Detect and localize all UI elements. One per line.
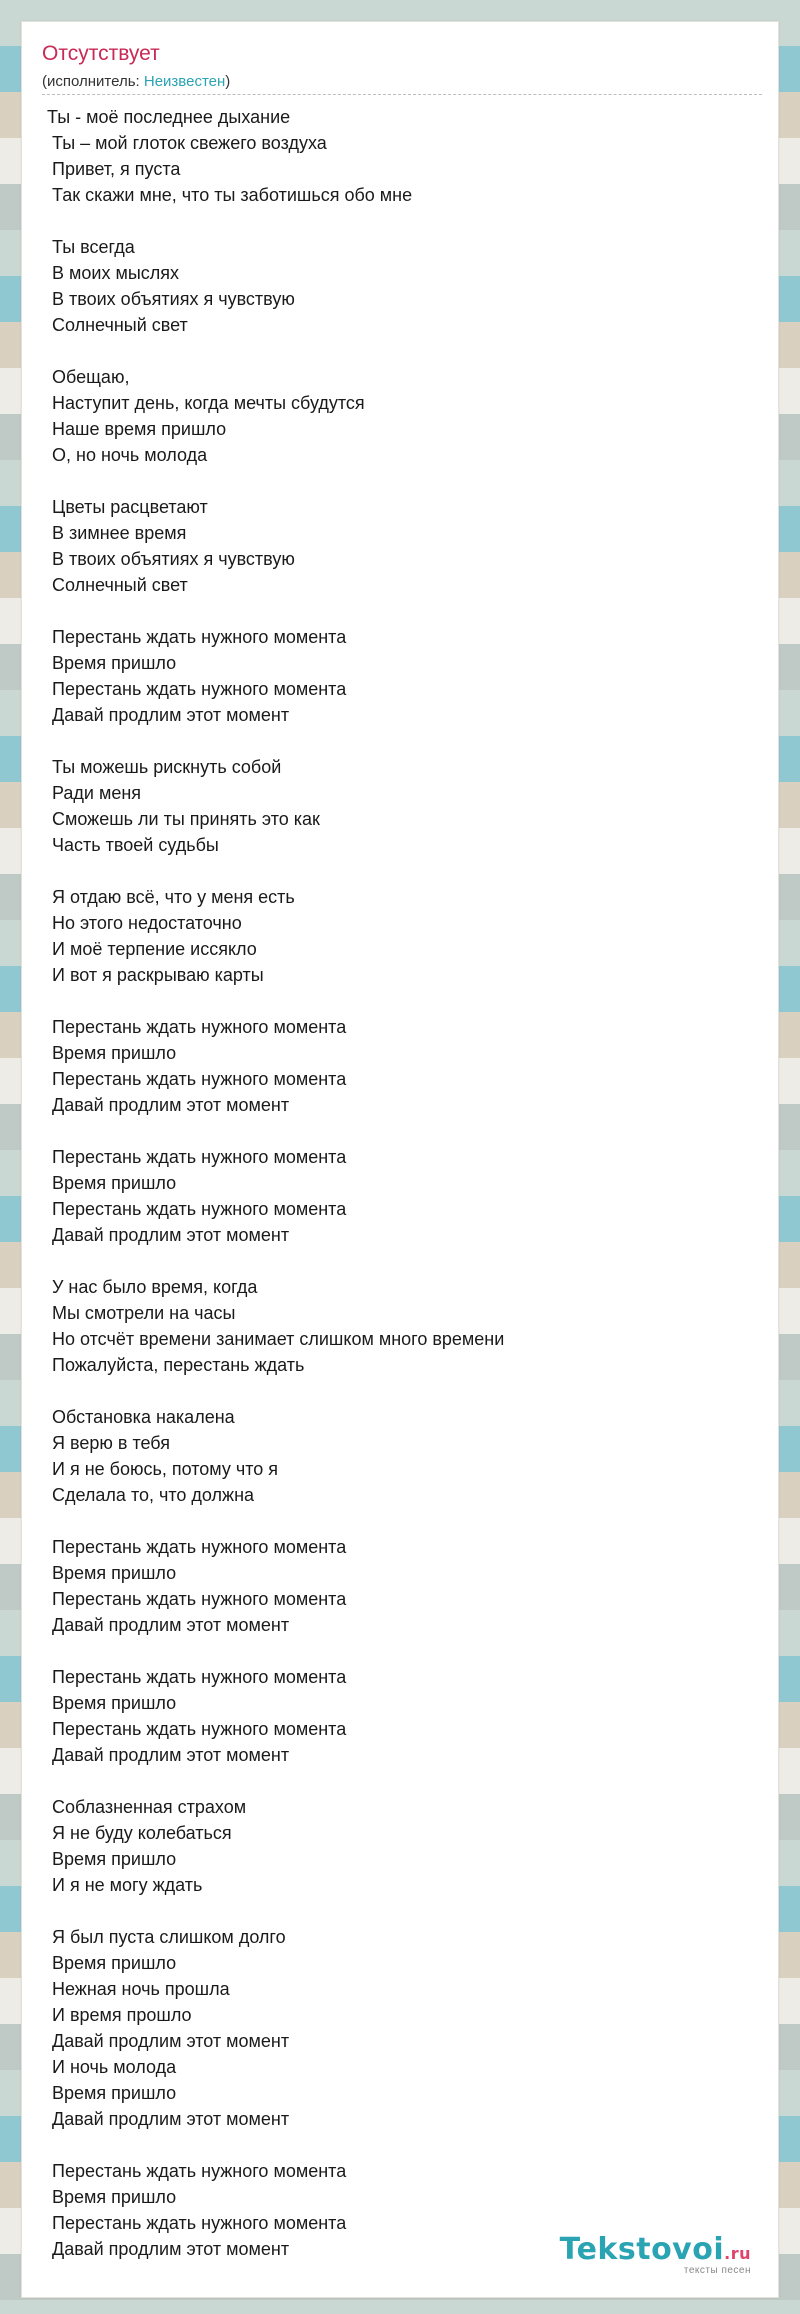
stanza-gap: [47, 988, 504, 1014]
lyric-line: Перестань ждать нужного момента: [47, 627, 347, 647]
lyric-line: Перестань ждать нужного момента: [47, 2213, 347, 2233]
lyric-line: В зимнее время: [47, 523, 187, 543]
artist-suffix: ): [225, 73, 231, 90]
lyric-line: Нежная ночь прошла: [47, 1979, 230, 1999]
lyric-line: Перестань ждать нужного момента: [47, 1537, 347, 1557]
lyric-line: Перестань ждать нужного момента: [47, 1667, 347, 1687]
artist-line: [42, 73, 230, 90]
lyric-line: Время пришло: [47, 1693, 177, 1713]
lyric-line: В моих мыслях: [47, 263, 180, 283]
site-logo[interactable]: [560, 2232, 751, 2276]
lyric-line: У нас было время, когда: [47, 1277, 258, 1297]
lyric-line: И моё терпение иссякло: [47, 939, 257, 959]
lyric-line: Сможешь ли ты принять это как: [47, 809, 320, 829]
lyric-line: Ты - моё последнее дыхание: [47, 107, 291, 127]
lyrics-card: [21, 21, 779, 2298]
lyric-line: Пожалуйста, перестань ждать: [47, 1355, 305, 1375]
lyric-line: Часть твоей судьбы: [47, 835, 219, 855]
lyric-line: Перестань ждать нужного момента: [47, 2161, 347, 2181]
artist-prefix: (исполнитель:: [42, 73, 144, 90]
lyric-line: Давай продлим этот момент: [47, 2109, 290, 2129]
stanza-gap: [47, 208, 504, 234]
lyric-line: Обстановка накалена: [47, 1407, 235, 1427]
lyric-line: Ради меня: [47, 783, 142, 803]
lyric-line: Давай продлим этот момент: [47, 1745, 290, 1765]
lyric-line: Ты всегда: [47, 237, 135, 257]
lyric-line: Солнечный свет: [47, 315, 188, 335]
lyric-line: В твоих объятиях я чувствую: [47, 289, 295, 309]
lyric-line: Перестань ждать нужного момента: [47, 1589, 347, 1609]
stanza-gap: [47, 2132, 504, 2158]
lyric-line: Привет, я пуста: [47, 159, 181, 179]
lyric-line: Время пришло: [47, 1173, 177, 1193]
lyric-line: Сделала то, что должна: [47, 1485, 255, 1505]
lyric-line: Так скажи мне, что ты заботишься обо мне: [47, 185, 413, 205]
stanza-gap: [47, 1898, 504, 1924]
lyric-line: Время пришло: [47, 1043, 177, 1063]
stanza-gap: [47, 1638, 504, 1664]
lyric-line: Наступит день, когда мечты сбудутся: [47, 393, 365, 413]
stanza-gap: [47, 858, 504, 884]
lyric-line: Но отсчёт времени занимает слишком много времени: [47, 1329, 505, 1349]
lyric-line: Давай продлим этот момент: [47, 2031, 290, 2051]
lyric-line: Время пришло: [47, 1563, 177, 1583]
lyric-line: Давай продлим этот момент: [47, 2239, 290, 2259]
lyric-line: И время прошло: [47, 2005, 192, 2025]
lyric-line: Я не буду колебаться: [47, 1823, 232, 1843]
stanza-gap: [47, 1378, 504, 1404]
lyric-line: Ты можешь рискнуть собой: [47, 757, 282, 777]
lyric-line: Перестань ждать нужного момента: [47, 1069, 347, 1089]
lyric-line: Солнечный свет: [47, 575, 188, 595]
lyric-line: Перестань ждать нужного момента: [47, 1147, 347, 1167]
lyric-line: Давай продлим этот момент: [47, 1095, 290, 1115]
lyric-line: Я был пуста слишком долго: [47, 1927, 286, 1947]
lyric-line: Но этого недостаточно: [47, 913, 242, 933]
lyric-line: Я верю в тебя: [47, 1433, 170, 1453]
stanza-gap: [47, 468, 504, 494]
artist-link[interactable]: Неизвестен: [143, 73, 226, 90]
stanza-gap: [47, 728, 504, 754]
lyric-line: Перестань ждать нужного момента: [47, 1199, 347, 1219]
logo-tld: .ru: [724, 2244, 751, 2263]
lyric-line: Время пришло: [47, 1953, 177, 1973]
title-divider: [42, 94, 762, 95]
stanza-gap: [47, 598, 504, 624]
lyric-line: Давай продлим этот момент: [47, 1615, 290, 1635]
lyric-line: Обещаю,: [47, 367, 130, 387]
lyric-line: О, но ночь молода: [47, 445, 208, 465]
stanza-gap: [47, 1248, 504, 1274]
stanza-gap: [47, 1508, 504, 1534]
lyric-line: Наше время пришло: [47, 419, 227, 439]
lyric-line: Время пришло: [47, 1849, 177, 1869]
lyric-line: Время пришло: [47, 2083, 177, 2103]
lyric-line: Время пришло: [47, 653, 177, 673]
lyric-line: И ночь молода: [47, 2057, 177, 2077]
stanza-gap: [47, 1118, 504, 1144]
lyric-line: Цветы расцветают: [47, 497, 208, 517]
logo-tagline: тексты песен: [683, 2265, 751, 2276]
lyric-line: В твоих объятиях я чувствую: [47, 549, 295, 569]
lyric-line: Время пришло: [47, 2187, 177, 2207]
lyric-line: И я не могу ждать: [47, 1875, 203, 1895]
lyric-line: Перестань ждать нужного момента: [47, 1719, 347, 1739]
song-title: Отсутствует: [42, 42, 160, 65]
logo-name: Tekstovoi: [559, 2232, 725, 2267]
lyric-line: Я отдаю всё, что у меня есть: [47, 887, 295, 907]
lyrics-body: [47, 104, 504, 2262]
stanza-gap: [47, 338, 504, 364]
lyric-line: И вот я раскрываю карты: [47, 965, 264, 985]
lyric-line: Давай продлим этот момент: [47, 1225, 290, 1245]
lyric-line: Перестань ждать нужного момента: [47, 679, 347, 699]
lyric-line: Давай продлим этот момент: [47, 705, 290, 725]
lyric-line: И я не боюсь, потому что я: [47, 1459, 279, 1479]
lyric-line: Ты – мой глоток свежего воздуха: [47, 133, 327, 153]
lyric-line: Перестань ждать нужного момента: [47, 1017, 347, 1037]
lyric-line: Соблазненная страхом: [47, 1797, 247, 1817]
stanza-gap: [47, 1768, 504, 1794]
lyric-line: Мы смотрели на часы: [47, 1303, 236, 1323]
